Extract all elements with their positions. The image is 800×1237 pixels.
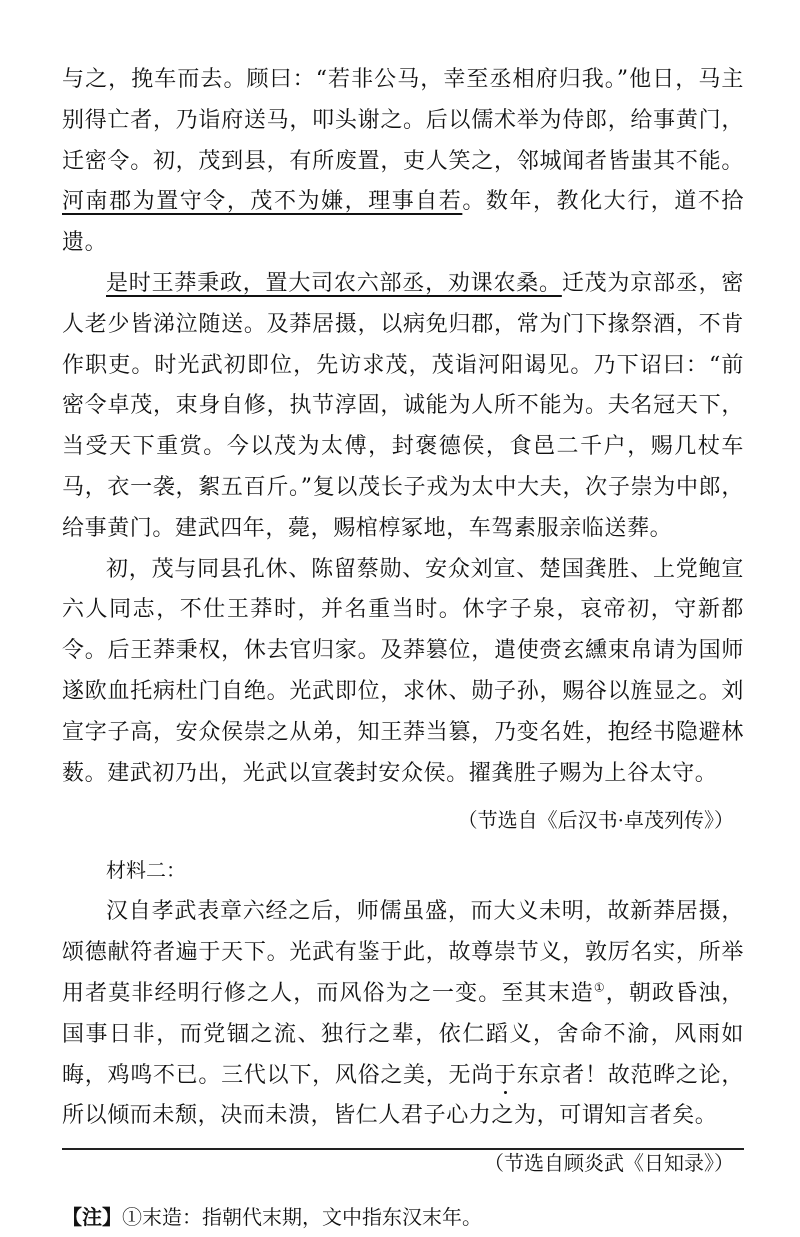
text-segment: 。数年，教化大行，道不拾遗。	[62, 189, 745, 256]
footnote-marker: ①	[593, 980, 606, 995]
material1-source: （节选自《后汉书·卓茂列传》）	[457, 808, 734, 833]
material1-paragraph-1	[62, 60, 744, 264]
material1-paragraph-3: 初，茂与同县孔休、陈留蔡勋、安众刘宣、楚国龚胜、上党鲍宣六人同志，不仕王莽时，并名重当时。休字子泉，哀帝初，守新都令。后王莽秉权，休去官归家。及莽篡位，遣使赍玄纁束帛请为国师遂欧血托病杜门自绝。光武即位，求休、勋子孙，赐谷以旌显之。刘宣字子高，安众侯崇之从弟，知王莽当篡，乃变名姓，抱经书隐避林薮。建武初乃出，光武以宣袭封安众侯。擢龚胜子赐为上谷太守。	[62, 556, 744, 786]
document-page	[62, 60, 744, 1237]
material2-heading: 材料二：	[106, 858, 186, 883]
footnote	[62, 1197, 744, 1237]
emphasis-dot-char: 于	[494, 1062, 517, 1088]
text-segment: 汉自孝武表章六经之后，师儒虽盛，而大义未明，故新莽居摄，颂德献符者遍于天下。光武有鉴于此，故尊崇节义，敦厉名实，所举用者莫非经明行修之人，而风俗为之一变。至其末造	[62, 899, 744, 1006]
material2-paragraph	[62, 892, 744, 1137]
text-segment: 迁茂为京部丞，密人老少皆涕泣随送。及莽居摄，以病免归郡，常为门下掾祭酒，不肯作职吏。时光武初即位，先访求茂，茂诣河阳谒见。乃下诏曰：“前密令卓茂，束身自修，执节淳固，诚能为人所不能为。夫名冠天下，当受天下重赏。今以茂为太傅，封褒德侯，食邑二千户，赐几杖车马，衣一袭，絮五百斤。”复以茂长子戎为太中大夫，次子崇为中郎，给事黄门。建武四年，薨，赐棺椁冢地，车驾素服亲临送葬。	[62, 270, 744, 541]
text-segment: ，朝政昏浊，国事日非，而党锢之流、独行之辈，依仁蹈义，舍命不渝，风雨如晦，鸡鸣不已。三代以下，风俗之美，无尚	[62, 980, 744, 1088]
underlined-sentence: 河南郡为置守令，茂不为嫌，理事自若	[62, 189, 463, 215]
text-segment: 东京者！故范晔之论，所以倾而未颓，决而未溃，皆仁人君子心力之为，可谓知言者矣。	[62, 1062, 744, 1129]
material1-paragraph-2	[62, 264, 744, 550]
note-text: ①末造：指朝代末期，文中指东汉末年。	[122, 1205, 482, 1230]
bottom-divider	[62, 1148, 744, 1150]
material2-source: （节选自顾炎武《日知录》）	[484, 1151, 734, 1176]
text-segment: 与之，挽车而去。顾曰：“若非公马，幸至丞相府归我。”他日，马主别得亡者，乃诣府送马，叩头谢之。后以儒术举为侍郎，给事黄门，迁密令。初，茂到县，有所废置，吏人笑之，邻城闻者皆蚩其不能。	[62, 67, 744, 174]
note-tag: 【注】	[62, 1205, 122, 1230]
underlined-sentence: 是时王莽秉政，置大司农六部丞，劝课农桑。	[106, 270, 562, 296]
